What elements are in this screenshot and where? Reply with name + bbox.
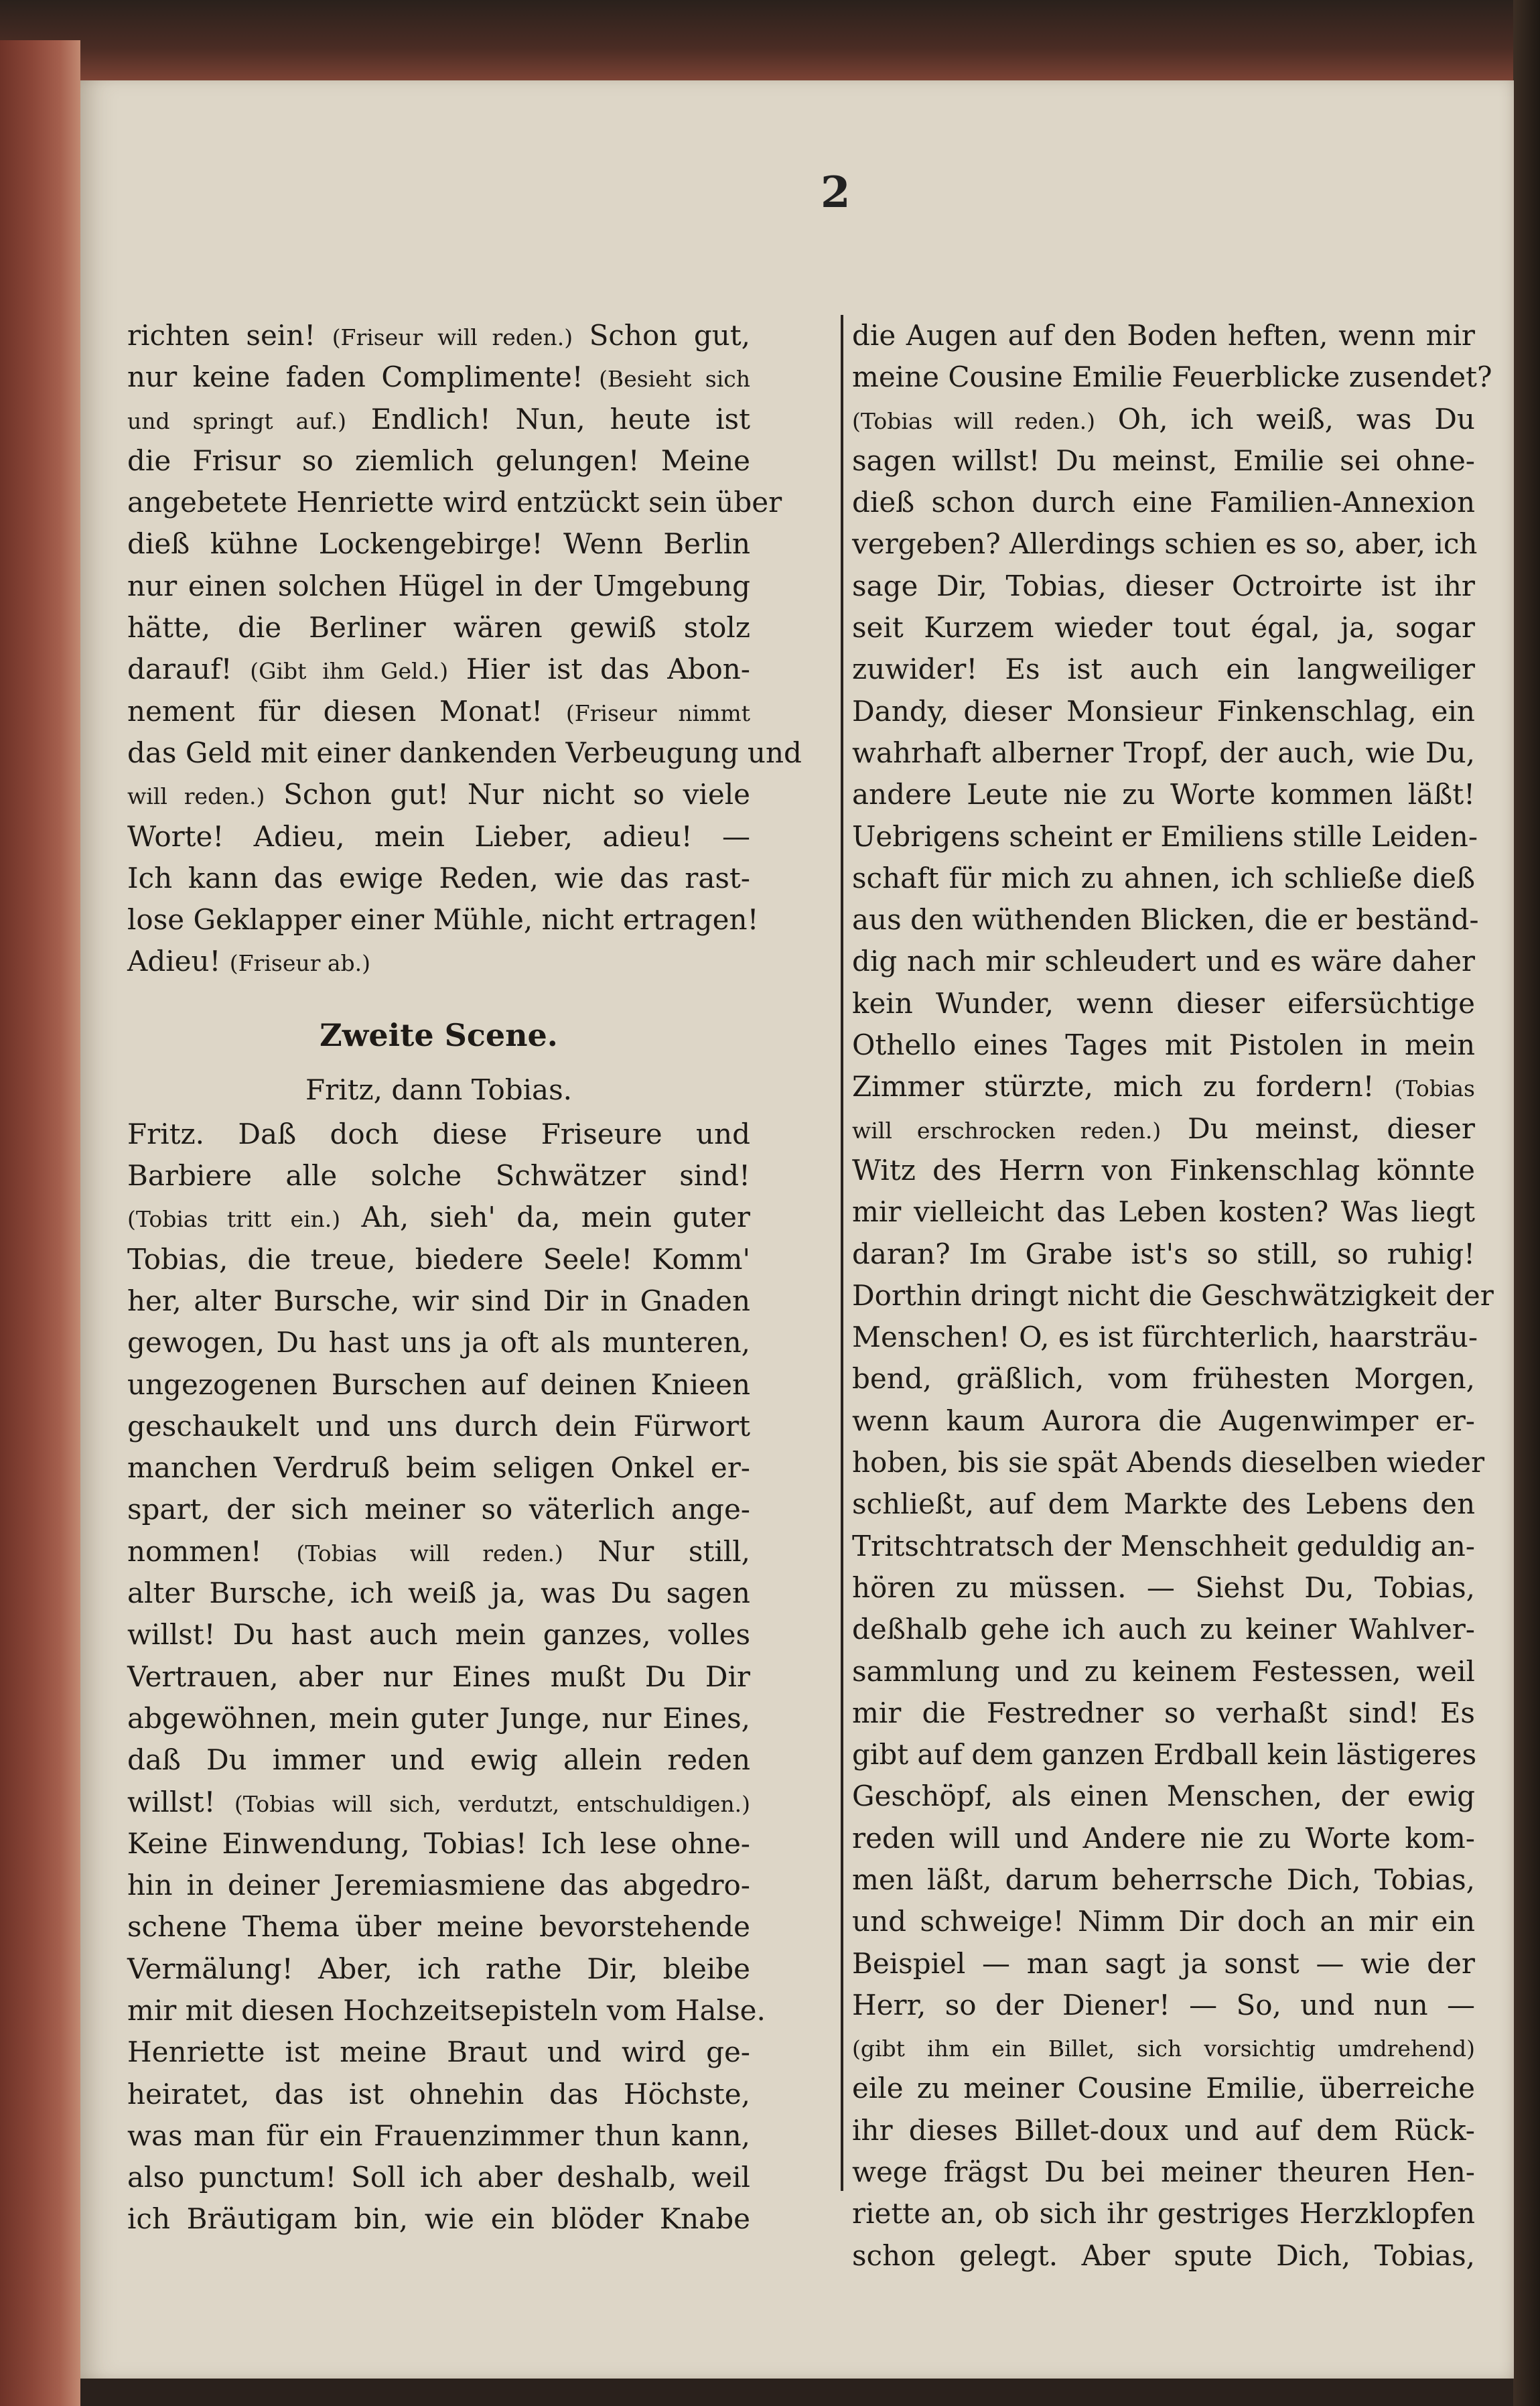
text-line xyxy=(127,1782,750,1823)
text-line xyxy=(852,2068,1475,2109)
text-line xyxy=(852,1233,1475,1275)
text-line xyxy=(852,1358,1475,1400)
text-segment: was man für ein Frauenzimmer thun kann, xyxy=(127,2119,750,2152)
text-segment: schaft für mich zu ahnen, ich schließe dieß xyxy=(852,861,1475,894)
text-line xyxy=(127,649,750,690)
text-segment: Tobias, die treue, biedere Seele! Komm' xyxy=(127,1242,750,1276)
text-segment: alter Bursche, ich weiß ja, was Du sagen xyxy=(127,1577,750,1610)
text-line xyxy=(127,482,782,523)
stage-direction: (Friseur nimmt xyxy=(565,699,750,726)
text-segment: schene Thema über meine bevorstehende xyxy=(127,1910,750,1944)
text-segment: Schon gut, xyxy=(573,319,751,352)
text-segment: spart, der sich meiner so väterlich ange- xyxy=(127,1493,750,1526)
left-text-column xyxy=(127,315,802,2236)
text-line xyxy=(852,1400,1475,1442)
text-segment: aus den wüthenden Blicken, die er beständ- xyxy=(852,903,1479,937)
text-segment: darauf! xyxy=(127,653,251,686)
text-segment: deßhalb gehe ich auch zu keiner Wahlver- xyxy=(852,1613,1475,1646)
stage-direction: (Tobias will reden.) xyxy=(296,1540,563,1566)
text-segment: dieß schon durch eine Familien-Annexion xyxy=(852,486,1475,519)
text-line xyxy=(127,1239,750,1280)
stage-direction: will erschrocken reden.) xyxy=(852,1117,1162,1144)
text-line xyxy=(852,523,1478,565)
text-line xyxy=(127,315,750,356)
text-segment: abgewöhnen, mein guter Junge, nur Eines, xyxy=(127,1701,750,1735)
text-line xyxy=(127,1823,750,1865)
text-line xyxy=(127,1531,750,1573)
text-segment: Zimmer stürzte, mich zu fordern! xyxy=(852,1070,1395,1104)
text-line xyxy=(127,899,759,941)
text-segment: die Frisur so ziemlich gelungen! Meine xyxy=(127,444,750,477)
text-segment: hoben, bis sie spät Abends dieselben wieder xyxy=(852,1446,1485,1479)
text-segment: sage Dir, Tobias, dieser Octroirte ist ihr xyxy=(852,569,1475,602)
scene-heading: Zweite Scene. xyxy=(320,1016,558,1053)
text-line xyxy=(852,732,1475,774)
text-line xyxy=(852,1108,1475,1150)
text-segment: hören zu müssen. — Siehst Du, Tobias, xyxy=(852,1570,1475,1604)
text-segment: nommen! xyxy=(127,1534,297,1568)
text-segment: ich Bräutigam bin, wie ein blöder Knabe xyxy=(127,2202,750,2236)
text-segment: schon gelegt. Aber spute Dich, Tobias, xyxy=(852,2238,1475,2272)
text-segment: Worte! Adieu, mein Lieber, adieu! — xyxy=(127,819,750,853)
text-line xyxy=(127,1114,750,1155)
text-segment: also punctum! Soll ich aber deshalb, weil xyxy=(127,2161,750,2194)
text-segment: sammlung und zu keinem Festessen, weil xyxy=(852,1654,1475,1688)
text-segment: zuwider! Es ist auch ein langweiliger xyxy=(852,653,1475,686)
text-segment: eile zu meiner Cousine Emilie, überreiche xyxy=(852,2072,1475,2105)
text-line xyxy=(127,523,750,565)
text-line xyxy=(852,1275,1494,1317)
text-segment: Herr, so der Diener! — So, und nun — xyxy=(852,1988,1475,2021)
text-segment: Dandy, dieser Monsieur Finkenschlag, ein xyxy=(852,694,1475,728)
text-line xyxy=(852,983,1475,1024)
text-segment: Uebrigens scheint er Emiliens stille Leiden- xyxy=(852,819,1478,853)
text-segment: willst! xyxy=(127,1785,234,1818)
text-line xyxy=(127,774,750,815)
text-segment: ungezogenen Burschen auf deinen Knieen xyxy=(127,1367,750,1401)
text-segment: kein Wunder, wenn dieser eifersüchtige xyxy=(852,986,1475,1020)
text-segment: Tritschtratsch der Menschheit geduldig an- xyxy=(852,1529,1475,1562)
text-segment: und schweige! Nimm Dir doch an mir ein xyxy=(852,1905,1475,1938)
text-segment: her, alter Bursche, wir sind Dir in Gnaden xyxy=(127,1284,750,1317)
text-segment: mir mit diesen Hochzeitsepisteln vom Halse. xyxy=(127,1993,766,2027)
text-segment: Menschen! O, es ist fürchterlich, haarsträu- xyxy=(852,1321,1478,1354)
text-line xyxy=(852,816,1478,858)
text-segment: hin in deiner Jeremiasmiene das abgedro- xyxy=(127,1869,750,1902)
text-line xyxy=(127,2157,750,2198)
text-segment: heiratet, das ist ohnehin das Höchste, xyxy=(127,2077,750,2111)
text-line xyxy=(127,732,802,774)
text-line xyxy=(127,858,750,899)
text-segment: gewogen, Du hast uns ja oft als munteren, xyxy=(127,1326,750,1359)
text-line xyxy=(852,1526,1475,1567)
book-cover-edge xyxy=(0,40,80,2406)
text-line xyxy=(852,1859,1475,1901)
text-line xyxy=(852,941,1475,982)
text-segment: dig nach mir schleudert und es wäre daher xyxy=(852,945,1475,978)
text-line xyxy=(127,1406,750,1447)
text-segment: Vermälung! Aber, ich rathe Dir, bleibe xyxy=(127,1952,750,1985)
text-segment: Othello eines Tages mit Pistolen in mein xyxy=(852,1028,1475,1062)
text-line xyxy=(852,1567,1475,1609)
text-line xyxy=(852,2151,1475,2193)
text-line xyxy=(852,482,1475,523)
text-line xyxy=(127,1197,750,1238)
text-line xyxy=(852,774,1475,815)
text-line xyxy=(127,1280,750,1322)
text-line xyxy=(127,1990,766,2031)
text-segment: Geschöpf, als einen Menschen, der ewig xyxy=(852,1780,1475,1813)
text-line xyxy=(127,816,750,858)
text-line xyxy=(852,2193,1475,2234)
text-segment: gibt auf dem ganzen Erdball kein lästigeres xyxy=(852,1738,1477,1772)
text-segment: daran? Im Grabe ist's so still, so ruhig! xyxy=(852,1237,1475,1270)
text-segment: daß Du immer und ewig allein reden xyxy=(127,1743,750,1777)
text-segment: hätte, die Berliner wären gewiß stolz xyxy=(127,611,750,645)
text-line xyxy=(127,2074,750,2115)
stage-direction: (Friseur ab.) xyxy=(229,950,371,977)
text-line xyxy=(127,2198,750,2240)
text-segment: geschaukelt und uns durch dein Fürwort xyxy=(127,1409,750,1443)
text-segment: manchen Verdruß beim seligen Onkel er- xyxy=(127,1451,750,1485)
text-line xyxy=(127,399,750,440)
text-segment: lose Geklapper einer Mühle, nicht ertragen! xyxy=(127,903,759,937)
text-line xyxy=(852,2235,1475,2277)
text-line xyxy=(852,1442,1485,1483)
text-line xyxy=(127,941,750,982)
text-segment: nur keine faden Complimente! xyxy=(127,360,600,394)
text-line xyxy=(852,1818,1475,1859)
text-line xyxy=(852,1692,1475,1734)
text-line xyxy=(852,1609,1475,1650)
text-line xyxy=(852,1943,1475,1985)
text-line xyxy=(127,1489,750,1530)
text-line xyxy=(852,1024,1475,1066)
text-segment: wenn kaum Aurora die Augenwimper er- xyxy=(852,1404,1475,1437)
text-segment: Dorthin dringt nicht die Geschwätzigkeit der xyxy=(852,1278,1494,1312)
stage-direction: (Tobias xyxy=(1394,1075,1475,1102)
page-number: 2 xyxy=(821,168,851,218)
text-segment: Oh, ich weiß, was Du xyxy=(1095,402,1475,436)
text-line xyxy=(127,1447,750,1489)
stage-direction: (Friseur will reden.) xyxy=(332,324,573,350)
column-divider xyxy=(841,315,843,2191)
text-line xyxy=(852,1901,1475,1942)
text-line xyxy=(852,1191,1475,1233)
text-segment: Adieu! xyxy=(127,945,230,978)
text-line xyxy=(127,2031,750,2073)
text-segment: schließt, auf dem Markte des Lebens den xyxy=(852,1487,1475,1521)
text-segment: riette an, ob sich ihr gestriges Herzklopfen xyxy=(852,2197,1475,2230)
text-line xyxy=(852,1776,1475,1817)
text-segment: andere Leute nie zu Worte kommen läßt! xyxy=(852,778,1475,811)
text-segment: Barbiere alle solche Schwätzer sind! xyxy=(127,1159,750,1193)
text-line xyxy=(852,691,1475,732)
text-segment: Hier ist das Abon- xyxy=(448,653,750,686)
text-segment: das Geld mit einer dankenden Verbeugung und xyxy=(127,736,802,769)
text-line xyxy=(127,1739,750,1781)
text-segment: Keine Einwendung, Tobias! Ich lese ohne- xyxy=(127,1826,750,1860)
text-segment: sagen willst! Du meinst, Emilie sei ohne- xyxy=(852,444,1475,477)
text-line xyxy=(852,1651,1475,1692)
stage-direction: (gibt ihm ein Billet, sich vorsichtig umdrehend) xyxy=(852,2035,1475,2062)
text-line xyxy=(852,2110,1475,2151)
text-segment: Ich kann das ewige Reden, wie das rast- xyxy=(127,861,750,894)
text-line xyxy=(127,2115,750,2157)
text-line xyxy=(852,356,1492,398)
text-line xyxy=(852,1734,1475,1776)
text-line xyxy=(852,315,1475,356)
text-line xyxy=(852,1150,1475,1191)
stage-direction: (Tobias tritt ein.) xyxy=(127,1206,341,1233)
text-segment: meine Cousine Emilie Feuerblicke zusendet? xyxy=(852,360,1492,394)
text-segment: Nur still, xyxy=(563,1534,750,1568)
text-segment: Henriette ist meine Braut und wird ge- xyxy=(127,2035,750,2069)
text-line xyxy=(127,1698,750,1739)
text-segment: Ah, sieh' da, mein guter xyxy=(340,1201,751,1234)
text-segment: nement für diesen Monat! xyxy=(127,694,566,728)
text-line xyxy=(852,440,1475,482)
text-line xyxy=(127,356,750,398)
text-segment: reden will und Andere nie zu Worte kom- xyxy=(852,1821,1475,1855)
scene-gap xyxy=(127,983,750,1004)
text-line xyxy=(127,1865,750,1906)
text-line xyxy=(852,2026,1475,2068)
text-line xyxy=(127,607,750,649)
right-text-column xyxy=(852,315,1494,2272)
text-line xyxy=(852,1317,1478,1358)
text-segment: bend, gräßlich, vom frühesten Morgen, xyxy=(852,1362,1475,1396)
text-segment: Witz des Herrn von Finkenschlag könnte xyxy=(852,1153,1475,1187)
text-segment: Du meinst, dieser xyxy=(1161,1112,1475,1145)
text-segment: Endlich! Nun, heute ist xyxy=(346,402,750,436)
text-line xyxy=(852,1483,1475,1525)
text-line xyxy=(852,649,1475,690)
text-segment: ihr dieses Billet-doux und auf dem Rück- xyxy=(852,2113,1475,2147)
text-line xyxy=(852,565,1475,607)
text-line xyxy=(852,399,1475,440)
text-segment: Fritz. Daß doch diese Friseure und xyxy=(127,1117,750,1150)
text-segment: seit Kurzem wieder tout égal, ja, sogar xyxy=(852,611,1475,645)
text-line xyxy=(852,1066,1475,1108)
stage-direction: (Gibt ihm Geld.) xyxy=(250,658,449,685)
scene-persons: Fritz, dann Tobias. xyxy=(305,1073,573,1106)
text-segment: angebetete Henriette wird entzückt sein über xyxy=(127,486,782,519)
book-cover-top xyxy=(0,0,1540,80)
text-segment: men läßt, darum beherrsche Dich, Tobias, xyxy=(852,1863,1475,1896)
text-segment: Beispiel — man sagt ja sonst — wie der xyxy=(852,1946,1475,1980)
text-line xyxy=(127,1948,750,1990)
stage-direction: (Tobias will reden.) xyxy=(852,407,1095,434)
text-line xyxy=(852,607,1475,649)
text-segment: Vertrauen, aber nur Eines mußt Du Dir xyxy=(127,1660,750,1693)
text-line xyxy=(127,1364,750,1406)
stage-direction: (Tobias will sich, verdutzt, entschuldigen.) xyxy=(234,1790,750,1817)
text-line xyxy=(127,440,750,482)
text-line xyxy=(127,1656,750,1698)
text-line xyxy=(127,1906,750,1948)
text-segment: dieß kühne Lockengebirge! Wenn Berlin xyxy=(127,527,750,561)
text-line xyxy=(852,899,1479,941)
text-segment: wahrhaft alberner Tropf, der auch, wie Du, xyxy=(852,736,1475,769)
text-segment: wege frägst Du bei meiner theuren Hen- xyxy=(852,2155,1475,2189)
book-spine-shadow xyxy=(1513,0,1540,2406)
text-segment: nur einen solchen Hügel in der Umgebung xyxy=(127,569,750,602)
text-segment: vergeben? Allerdings schien es so, aber, ich xyxy=(852,527,1478,561)
stage-direction: und springt auf.) xyxy=(127,407,346,434)
text-segment: mir die Festredner so verhaßt sind! Es xyxy=(852,1696,1475,1729)
text-segment: willst! Du hast auch mein ganzes, volles xyxy=(127,1618,750,1652)
text-segment: mir vielleicht das Leben kosten? Was liegt xyxy=(852,1195,1475,1229)
text-line xyxy=(852,1985,1475,2026)
text-line xyxy=(127,565,750,607)
text-segment: Schon gut! Nur nicht so viele xyxy=(265,778,750,811)
text-line xyxy=(127,691,750,732)
text-line xyxy=(127,1322,750,1363)
text-line xyxy=(127,1155,750,1197)
text-line xyxy=(852,858,1475,899)
text-line xyxy=(127,1614,750,1656)
stage-direction: will reden.) xyxy=(127,783,265,810)
text-line xyxy=(127,1573,750,1614)
stage-direction: (Besieht sich xyxy=(599,366,750,393)
text-segment: richten sein! xyxy=(127,319,332,352)
text-segment: die Augen auf den Boden heften, wenn mir xyxy=(852,319,1475,352)
